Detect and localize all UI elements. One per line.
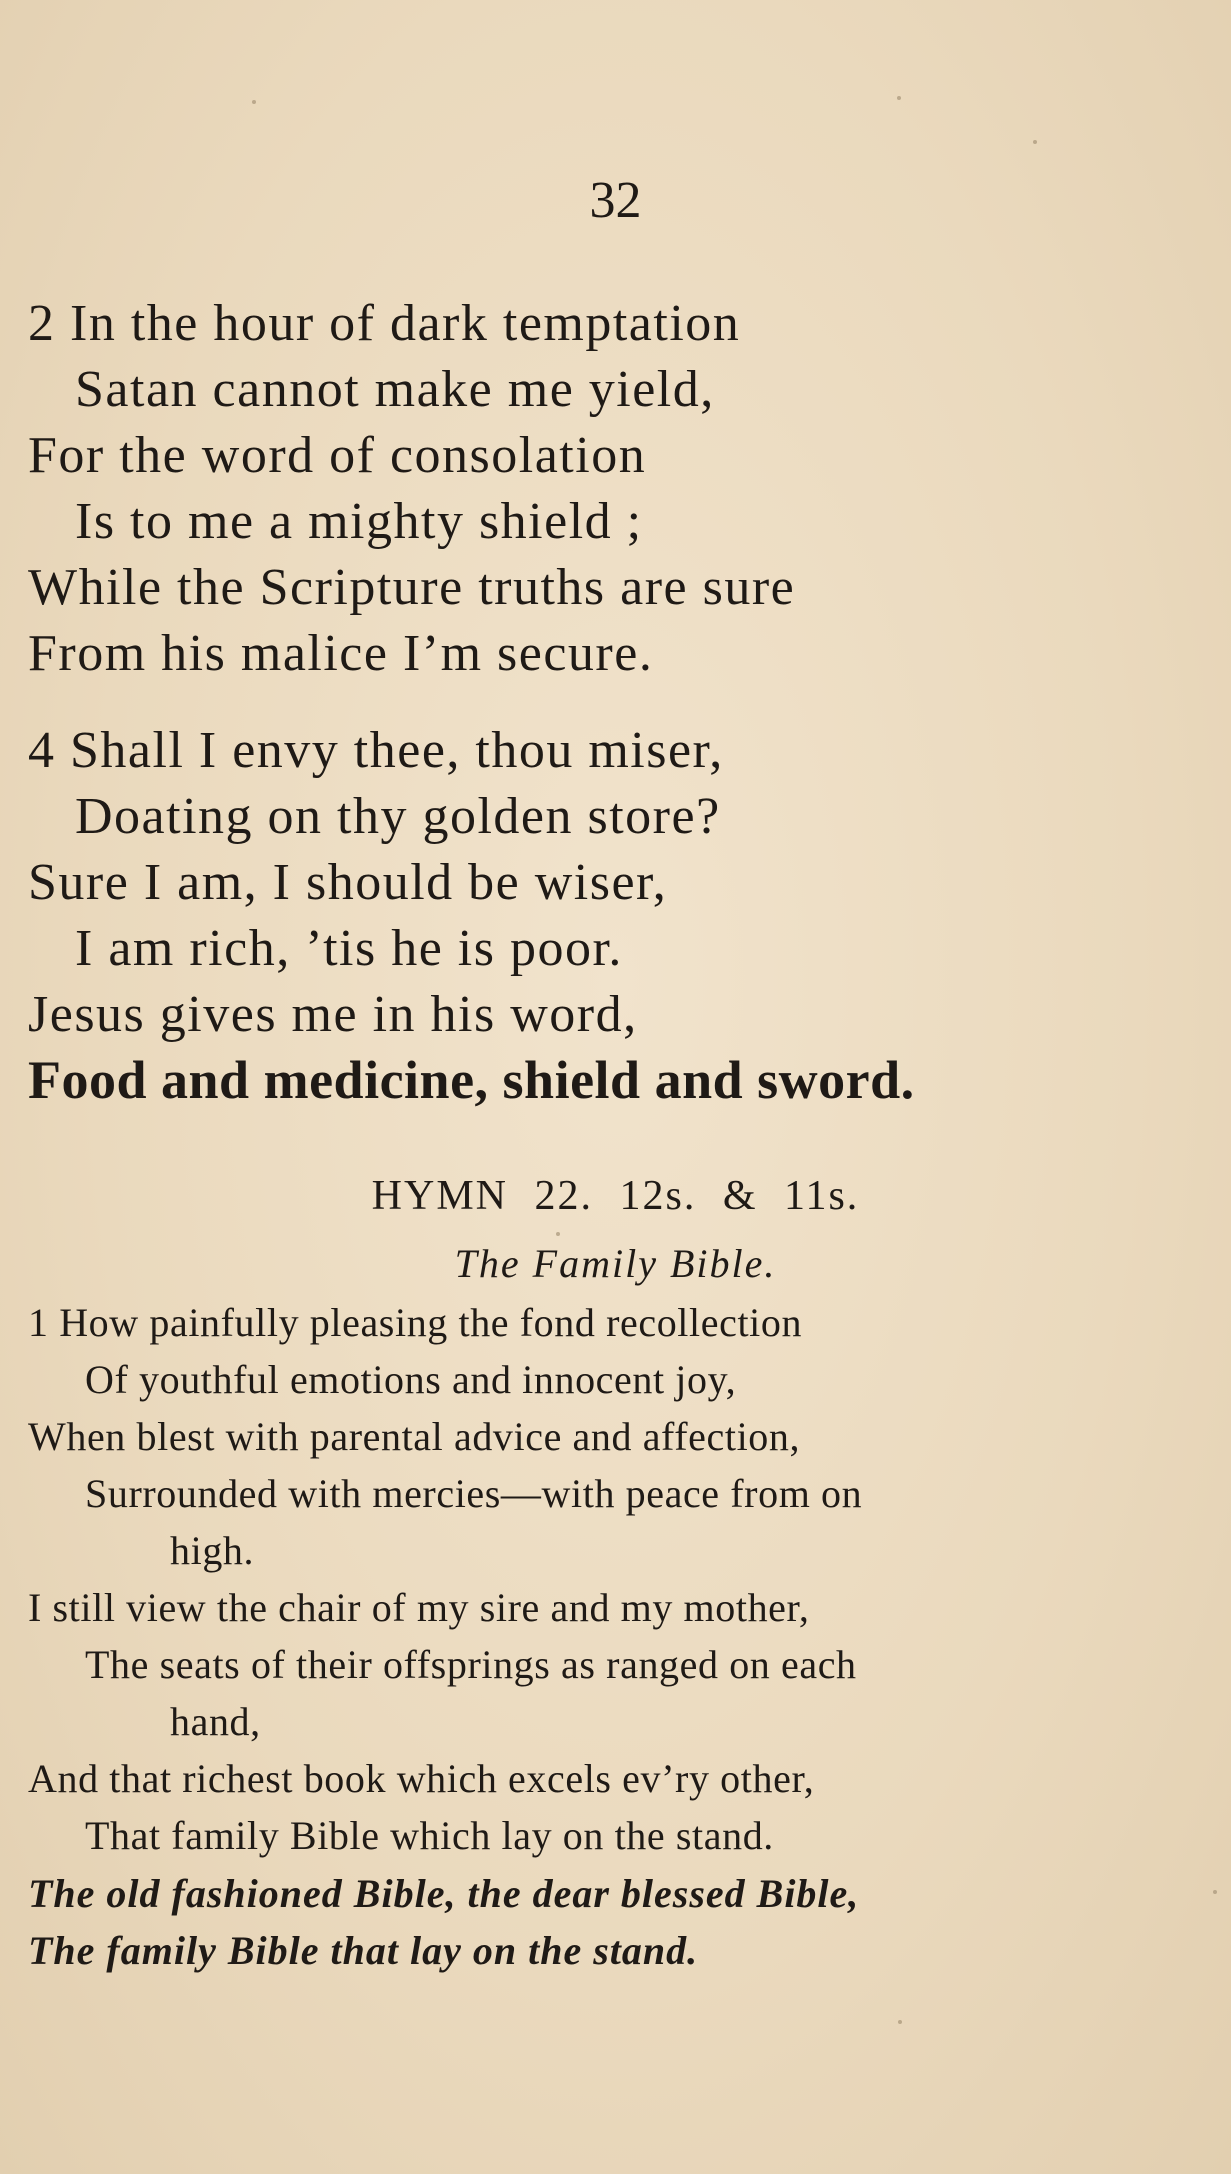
hymn-line-10: That family Bible which lay on the stand. xyxy=(85,1813,774,1858)
verse-4-line-5: Jesus gives me in his word, xyxy=(28,986,638,1043)
chorus-line-2: The family Bible that lay on the stand. xyxy=(28,1928,699,1973)
hymn-line-2: Of youthful emotions and innocent joy, xyxy=(85,1357,737,1402)
verse-2-line-6: From his malice I’m secure. xyxy=(28,625,654,682)
verse-4-line-6: Food and medicine, shield and sword. xyxy=(28,1050,915,1110)
chorus-line-1: The old fashioned Bible, the dear blessed Bible, xyxy=(28,1871,860,1916)
verse-2-line-5: While the Scripture truths are sure xyxy=(28,559,796,616)
verse-4-line-3: Sure I am, I should be wiser, xyxy=(28,854,668,911)
hymn-title: HYMN 22. 12s. & 11s. xyxy=(371,1173,860,1219)
hymn-subtitle: The Family Bible. xyxy=(454,1241,777,1286)
hymn-line-9: And that richest book which excels ev’ry other, xyxy=(28,1756,815,1801)
verse-2-line-3: For the word of consolation xyxy=(28,427,647,484)
paper-speck xyxy=(556,1232,560,1236)
paper-speck xyxy=(898,2020,902,2024)
hymn-line-7: The seats of their offsprings as ranged on each xyxy=(85,1642,857,1687)
verse-2-line-2: Satan cannot make me yield, xyxy=(75,361,715,418)
verse-4-line-4: I am rich, ’tis he is poor. xyxy=(75,920,623,977)
verse-2-line-4: Is to me a mighty shield ; xyxy=(75,493,643,550)
paper-speck xyxy=(1213,1890,1217,1894)
hymn-line-3: When blest with parental advice and affection, xyxy=(28,1414,801,1459)
paper-speck xyxy=(252,100,256,104)
hymn-line-1: 1 How painfully pleasing the fond recollection xyxy=(28,1300,803,1345)
verse-4-line-2: Doating on thy golden store? xyxy=(75,788,721,845)
hymn-line-6: I still view the chair of my sire and my mother, xyxy=(28,1585,810,1630)
verse-4-line-1: 4 Shall I envy thee, thou miser, xyxy=(28,722,724,779)
verse-2-line-1: 2 In the hour of dark temptation xyxy=(28,295,741,352)
paper-speck xyxy=(1033,140,1037,144)
hymn-line-4: Surrounded with mercies—with peace from on xyxy=(85,1471,863,1516)
hymn-line-8: hand, xyxy=(170,1699,261,1744)
page-number: 32 xyxy=(589,172,642,229)
paper-speck xyxy=(897,96,901,100)
hymn-line-5: high. xyxy=(170,1528,255,1573)
